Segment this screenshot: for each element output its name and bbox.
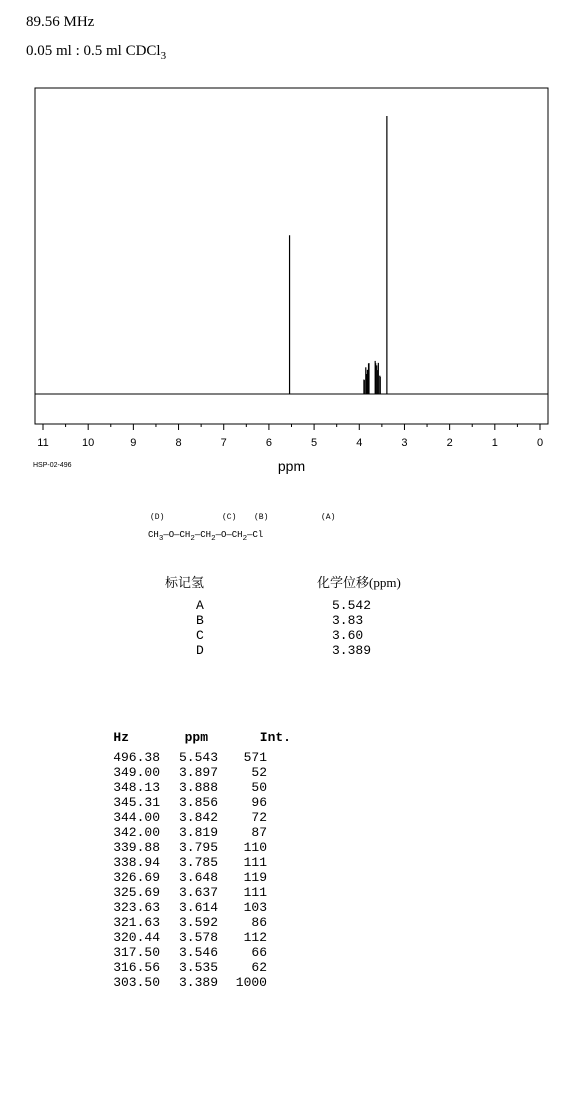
peak-row (103, 765, 291, 780)
peak-row (103, 870, 291, 885)
peak-hz: 342.00 (113, 825, 160, 840)
peak-table-header (103, 730, 291, 750)
x-tick-label: 6 (265, 437, 272, 449)
plot-frame (35, 88, 548, 424)
peak-hz: 316.56 (113, 960, 160, 975)
structure-label-b: (B) (254, 513, 269, 522)
peak-row (103, 825, 291, 840)
assignment-label: B (196, 613, 204, 628)
assignment-label: D (196, 643, 204, 658)
peak-int: 111 (243, 855, 267, 870)
x-tick-label: 1 (491, 437, 498, 449)
spectrum-code: HSP-02-496 (33, 462, 72, 469)
peak-ppm: 3.888 (178, 780, 218, 795)
peak-hz: 303.50 (113, 975, 160, 990)
peak-int: 571 (243, 750, 267, 765)
nmr-spectrum-chart (0, 0, 570, 480)
peak-table-body (103, 750, 291, 990)
peak-row (103, 750, 291, 765)
assignment-shift: 3.389 (332, 643, 372, 658)
peak-row (103, 855, 291, 870)
structure-label-d: (D) (150, 513, 165, 522)
peak-row (103, 840, 291, 855)
structure-formula (148, 530, 263, 543)
peak-ppm: 5.543 (178, 750, 218, 765)
x-tick-label: 2 (446, 437, 453, 449)
formula-part: —O—CH (215, 530, 243, 540)
sample-text: 0.05 ml : 0.5 ml CDCl (26, 43, 161, 59)
peak-hz: 320.44 (113, 930, 160, 945)
x-tick-label: 9 (130, 437, 137, 449)
header-hz: Hz (113, 730, 129, 745)
peak-row (103, 930, 291, 945)
x-tick-label: 7 (220, 437, 227, 449)
peak-ppm: 3.578 (178, 930, 218, 945)
peak-row (103, 900, 291, 915)
peak-ppm: 3.592 (178, 915, 218, 930)
peak-row (103, 885, 291, 900)
peak-ppm: 3.795 (178, 840, 218, 855)
peak-int: 87 (251, 825, 267, 840)
x-axis-label: ppm (277, 458, 306, 474)
x-tick-label: 5 (311, 437, 318, 449)
peak-row (103, 810, 291, 825)
formula-sub: 2 (190, 534, 195, 543)
sample-subscript: 3 (160, 50, 167, 62)
structure-label-c: (C) (222, 513, 237, 522)
header-ppm: ppm (184, 730, 208, 745)
peak-hz: 325.69 (113, 885, 160, 900)
peak-int: 119 (243, 870, 267, 885)
peak-int: 110 (243, 840, 267, 855)
peak-int: 112 (243, 930, 267, 945)
formula-sub: 2 (242, 534, 248, 543)
peak-int: 86 (251, 915, 267, 930)
assignment-label: A (196, 598, 204, 613)
peak-int: 96 (251, 795, 267, 810)
x-tick-label: 8 (175, 437, 182, 449)
peak-row (103, 960, 291, 975)
peak-int: 66 (251, 945, 267, 960)
assignment-header-label: 标记氢 (165, 575, 205, 590)
assignment-shift: 3.60 (332, 628, 364, 643)
x-tick-label: 4 (356, 437, 363, 449)
formula-sub: 3 (158, 534, 164, 543)
x-tick-label: 10 (82, 437, 95, 449)
x-tick-label: 11 (37, 437, 49, 449)
formula-part: —CH (194, 530, 212, 540)
peak-table (103, 730, 291, 990)
peak-row (103, 945, 291, 960)
peak-ppm: 3.637 (178, 885, 218, 900)
formula-sub: 2 (211, 534, 216, 543)
peak-int: 103 (243, 900, 267, 915)
peak-ppm: 3.389 (178, 975, 218, 990)
peak-ppm: 3.897 (178, 765, 218, 780)
peak-row (103, 975, 291, 990)
peak-hz: 339.88 (113, 840, 160, 855)
peak-hz: 344.00 (113, 810, 160, 825)
peak-int: 111 (243, 885, 267, 900)
assignment-shift: 5.542 (332, 598, 372, 613)
peak-int: 52 (251, 765, 267, 780)
peak-ppm: 3.614 (178, 900, 218, 915)
peak-ppm: 3.842 (178, 810, 218, 825)
structure-label-a: (A) (321, 513, 336, 522)
peak-hz: 496.38 (113, 750, 160, 765)
peak-ppm: 3.546 (178, 945, 218, 960)
peak-int: 62 (251, 960, 267, 975)
peak-ppm: 3.819 (178, 825, 218, 840)
peak-int: 72 (251, 810, 267, 825)
peak-row (103, 780, 291, 795)
peak-hz: 349.00 (113, 765, 160, 780)
spectrometer-frequency: 89.56 MHz (26, 14, 95, 30)
peak-int: 1000 (235, 975, 267, 990)
peak-ppm: 3.535 (178, 960, 218, 975)
assignment-label: C (196, 628, 204, 643)
peak-ppm: 3.785 (178, 855, 218, 870)
formula-part: —Cl (247, 530, 264, 540)
peak-ppm: 3.648 (178, 870, 218, 885)
peak-hz: 323.63 (113, 900, 160, 915)
formula-part: —O—CH (163, 530, 191, 540)
peak-hz: 345.31 (113, 795, 160, 810)
peak-hz: 326.69 (113, 870, 160, 885)
x-tick-label: 0 (536, 437, 544, 449)
formula-part: CH (148, 530, 159, 540)
peak-hz: 317.50 (113, 945, 160, 960)
peak-row (103, 795, 291, 810)
assignment-shift: 3.83 (332, 613, 364, 628)
peak-row (103, 915, 291, 930)
peak-hz: 338.94 (113, 855, 160, 870)
peak-hz: 348.13 (113, 780, 160, 795)
peak-ppm: 3.856 (178, 795, 218, 810)
peak-hz: 321.63 (113, 915, 160, 930)
x-tick-label: 3 (401, 437, 408, 449)
assignment-header-shift: 化学位移(ppm) (317, 575, 401, 590)
peak-int: 50 (251, 780, 267, 795)
header-int: Int. (259, 730, 291, 745)
